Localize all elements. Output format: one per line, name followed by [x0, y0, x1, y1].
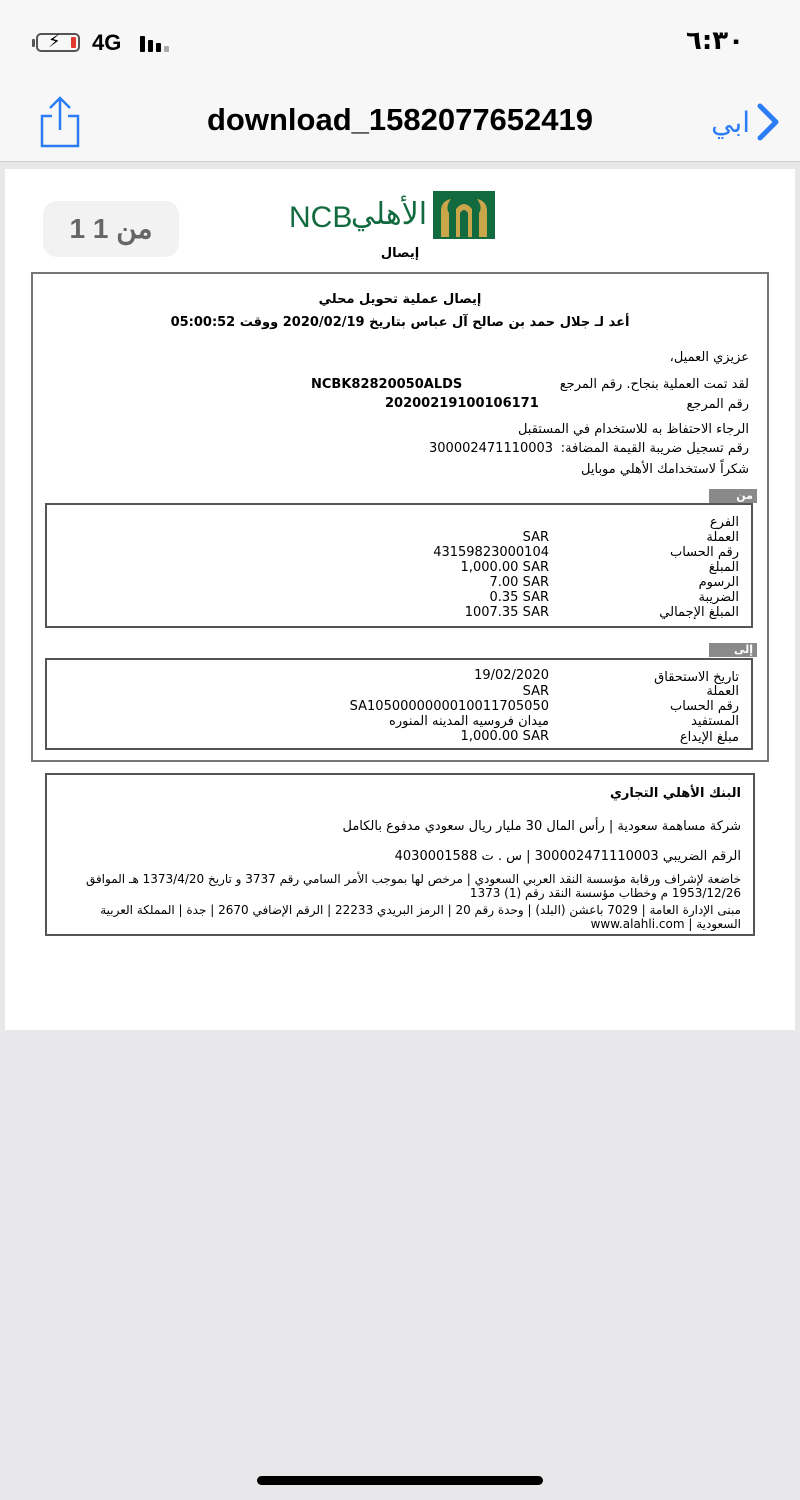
from-label-amount: المبلغ: [708, 560, 739, 575]
from-value-currency: SAR: [522, 530, 549, 545]
from-value-total: 1007.35 SAR: [464, 605, 549, 620]
prepared-for: أعد لـ جلال حمد بن صالح آل عباس بتاريخ 2020/02/19 ووقت 05:00:52: [170, 315, 630, 330]
bank-tax-info: الرقم الضريبي 300002471110003 | س . ت 4030001588: [394, 849, 741, 864]
from-label-account: رقم الحساب: [669, 545, 739, 560]
from-section-tab: من: [709, 489, 757, 503]
bank-license: خاضعة لإشراف ورقابة مؤسسة النقد العربي السعودي | مرخص لها بموجب الأمر السامي رقم 3737 و تاريخ 1373/4/20 هـ الموافق 1953/12/26 م وخطاب مؤسسة النقد رقم (1) 1373: [85, 872, 741, 900]
reference-label: رقم المرجع: [686, 397, 749, 412]
from-section: [45, 503, 753, 628]
document-page: [5, 169, 795, 1030]
bank-address: مبنى الإدارة العامة | 7029 باعشن (البلد) | وحدة رقم 20 | الرمز البريدي 22233 | الرقم الإضافي 2670 | جدة | المملكة العربية السعودية | www.alahli.com: [100, 903, 741, 931]
status-time: ٦:٣٠: [685, 26, 744, 56]
success-text: لقد تمت العملية بنجاح. رقم المرجع: [559, 377, 749, 392]
from-value-account: 43159823000104: [433, 545, 549, 560]
from-label-total: المبلغ الإجمالي: [659, 605, 739, 620]
bank-capital: شركة مساهمة سعودية | رأس المال 30 مليار ريال سعودي مدفوع بالكامل: [342, 819, 741, 834]
chevron-right-icon: [756, 102, 780, 142]
receipt-title: إيصال عملية تحويل محلي: [318, 292, 482, 307]
to-section: [45, 658, 753, 750]
to-value-beneficiary: ميدان فروسيه المدينه المنوره: [389, 714, 549, 729]
receipt-label: إيصال: [380, 246, 420, 261]
bank-info-box: [45, 773, 755, 936]
to-label-beneficiary: المستفيد: [691, 714, 739, 729]
vat-value: 300002471110003: [429, 441, 554, 456]
to-label-currency: العملة: [706, 684, 739, 699]
back-button[interactable]: [711, 98, 780, 146]
ncb-emblem-icon: [433, 191, 495, 239]
logo-arabic: الأهلي: [350, 197, 428, 232]
battery-icon: ⚡: [36, 33, 80, 52]
to-value-deposit: 1,000.00 SAR: [460, 729, 549, 744]
back-label: ابي: [711, 105, 750, 139]
success-reference: NCBK82820050ALDS: [311, 377, 463, 392]
from-label-branch: الفرع: [709, 515, 739, 530]
vat-label: رقم تسجيل ضريبة القيمة المضافة:: [560, 441, 749, 456]
thanks-note: شكراً لاستخدامك الأهلي موبايل: [581, 462, 749, 477]
from-label-tax: الضريبة: [698, 590, 739, 605]
home-indicator[interactable]: [257, 1476, 543, 1485]
to-label-deposit: مبلغ الإيداع: [679, 730, 739, 745]
from-value-amount: 1,000.00 SAR: [460, 560, 549, 575]
navigation-bar: [0, 86, 800, 162]
page-indicator: 1 من 1: [43, 201, 179, 257]
status-bar: [0, 0, 800, 86]
ncb-logo: [289, 191, 495, 241]
from-value-fees: 7.00 SAR: [489, 575, 549, 590]
to-value-currency: SAR: [522, 684, 549, 699]
to-label-account: رقم الحساب: [669, 699, 739, 714]
from-label-fees: الرسوم: [698, 575, 739, 590]
network-type: 4G: [92, 30, 122, 55]
from-value-tax: 0.35 SAR: [489, 590, 549, 605]
document-title: download_1582077652419: [206, 102, 594, 137]
signal-strength-icon: [140, 36, 176, 52]
to-value-account: SA1050000000010011705050: [349, 699, 549, 714]
to-value-due-date: 19/02/2020: [474, 668, 549, 683]
from-label-currency: العملة: [706, 530, 739, 545]
logo-latin: NCB: [289, 201, 353, 234]
greeting: عزيزي العميل،: [669, 350, 749, 365]
to-section-tab: إلى: [709, 643, 757, 657]
keep-note: الرجاء الاحتفاظ به للاستخدام في المستقبل: [517, 422, 749, 437]
bank-name: البنك الأهلي التجاري: [609, 786, 741, 801]
reference-value: 20200219100106171: [385, 396, 539, 411]
to-label-due-date: تاريخ الاستحقاق: [654, 670, 739, 685]
receipt-box: [31, 272, 769, 762]
